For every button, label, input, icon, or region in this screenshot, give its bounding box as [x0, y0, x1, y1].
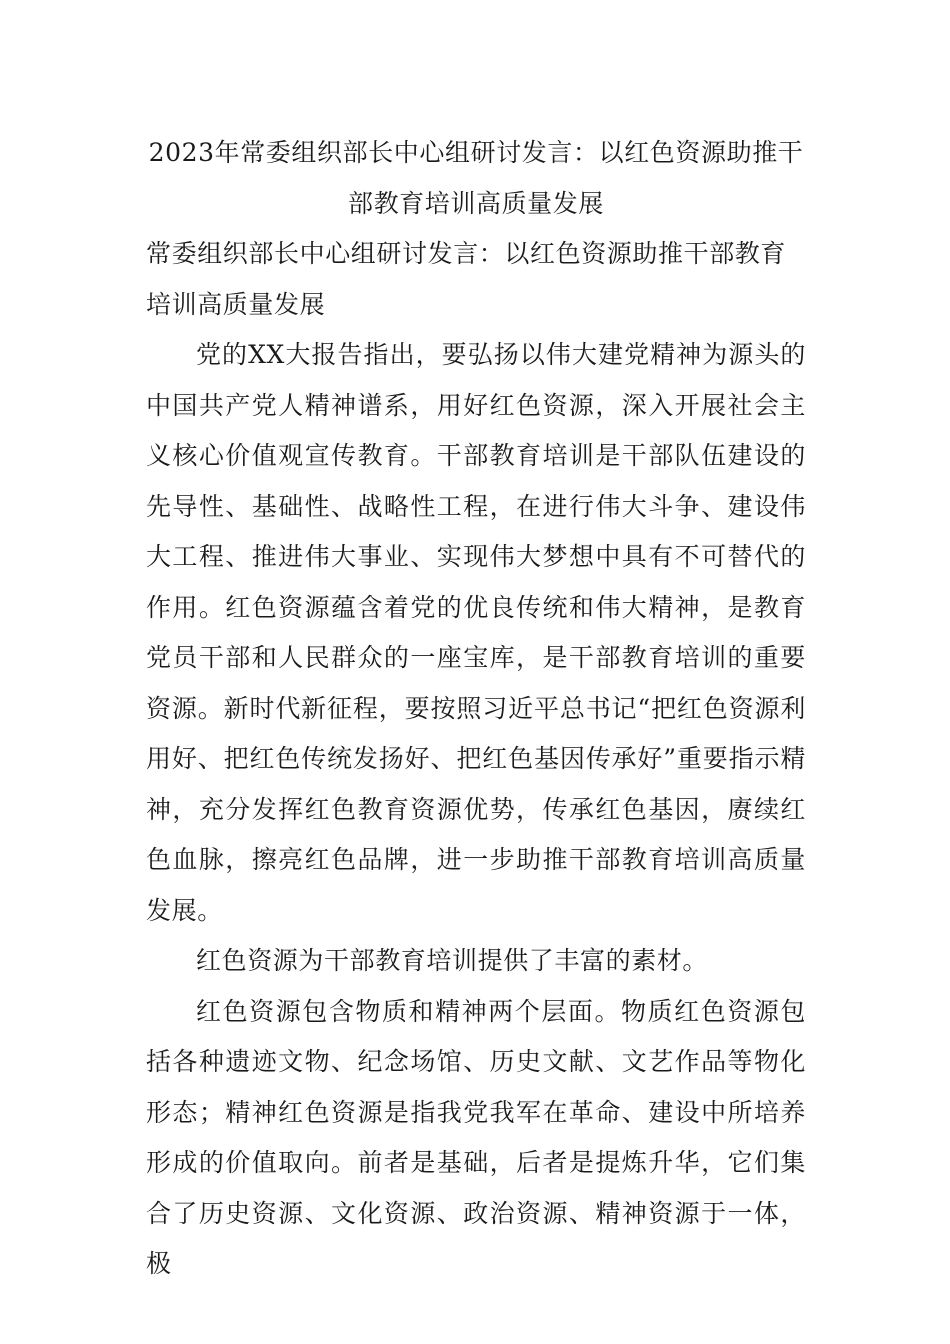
document-page [146, 128, 806, 1290]
body-paragraph-2: 红色资源为干部教育培训提供了丰富的素材。 [196, 946, 709, 975]
body-paragraph-3: 红色资源包含物质和精神两个层面。物质红色资源包括各种遗迹文物、纪念场馆、历史文献、文艺作品等物化形态；精神红色资源是指我党我军在革命、建设中所培养形成的价值取向。前者是基础，后者是提炼升华，它们集合了历史资源、文化资源、政治资源、精神资源于一体，极 [146, 996, 806, 1278]
body-paragraph-1: 党的XX大报告指出，要弘扬以伟大建党精神为源头的中国共产党人精神谱系，用好红色资源，深入开展社会主义核心价值观宣传教育。干部教育培训是干部队伍建设的先导性、基础性、战略性工程，在进行伟大斗争、建设伟大工程、推进伟大事业、实现伟大梦想中具有不可替代的作用。红色资源蕴含着党的优良传统和伟大精神，是教育党员干部和人民群众的一座宝库，是干部教育培训的重要资源。新时代新征程，要按照习近平总书记“把红色资源利用好、把红色传统发扬好、把红色基因传承好”重要指示精神，充分发挥红色教育资源优势，传承红色基因，赓续红色血脉，擦亮红色品牌，进一步助推干部教育培训高质量发展。 [146, 340, 806, 925]
document-title: 2023年常委组织部长中心组研讨发言：以红色资源助推干部教育培训高质量发展 [148, 138, 804, 218]
document-subtitle: 常委组织部长中心组研讨发言：以红色资源助推干部教育培训高质量发展 [146, 239, 787, 319]
